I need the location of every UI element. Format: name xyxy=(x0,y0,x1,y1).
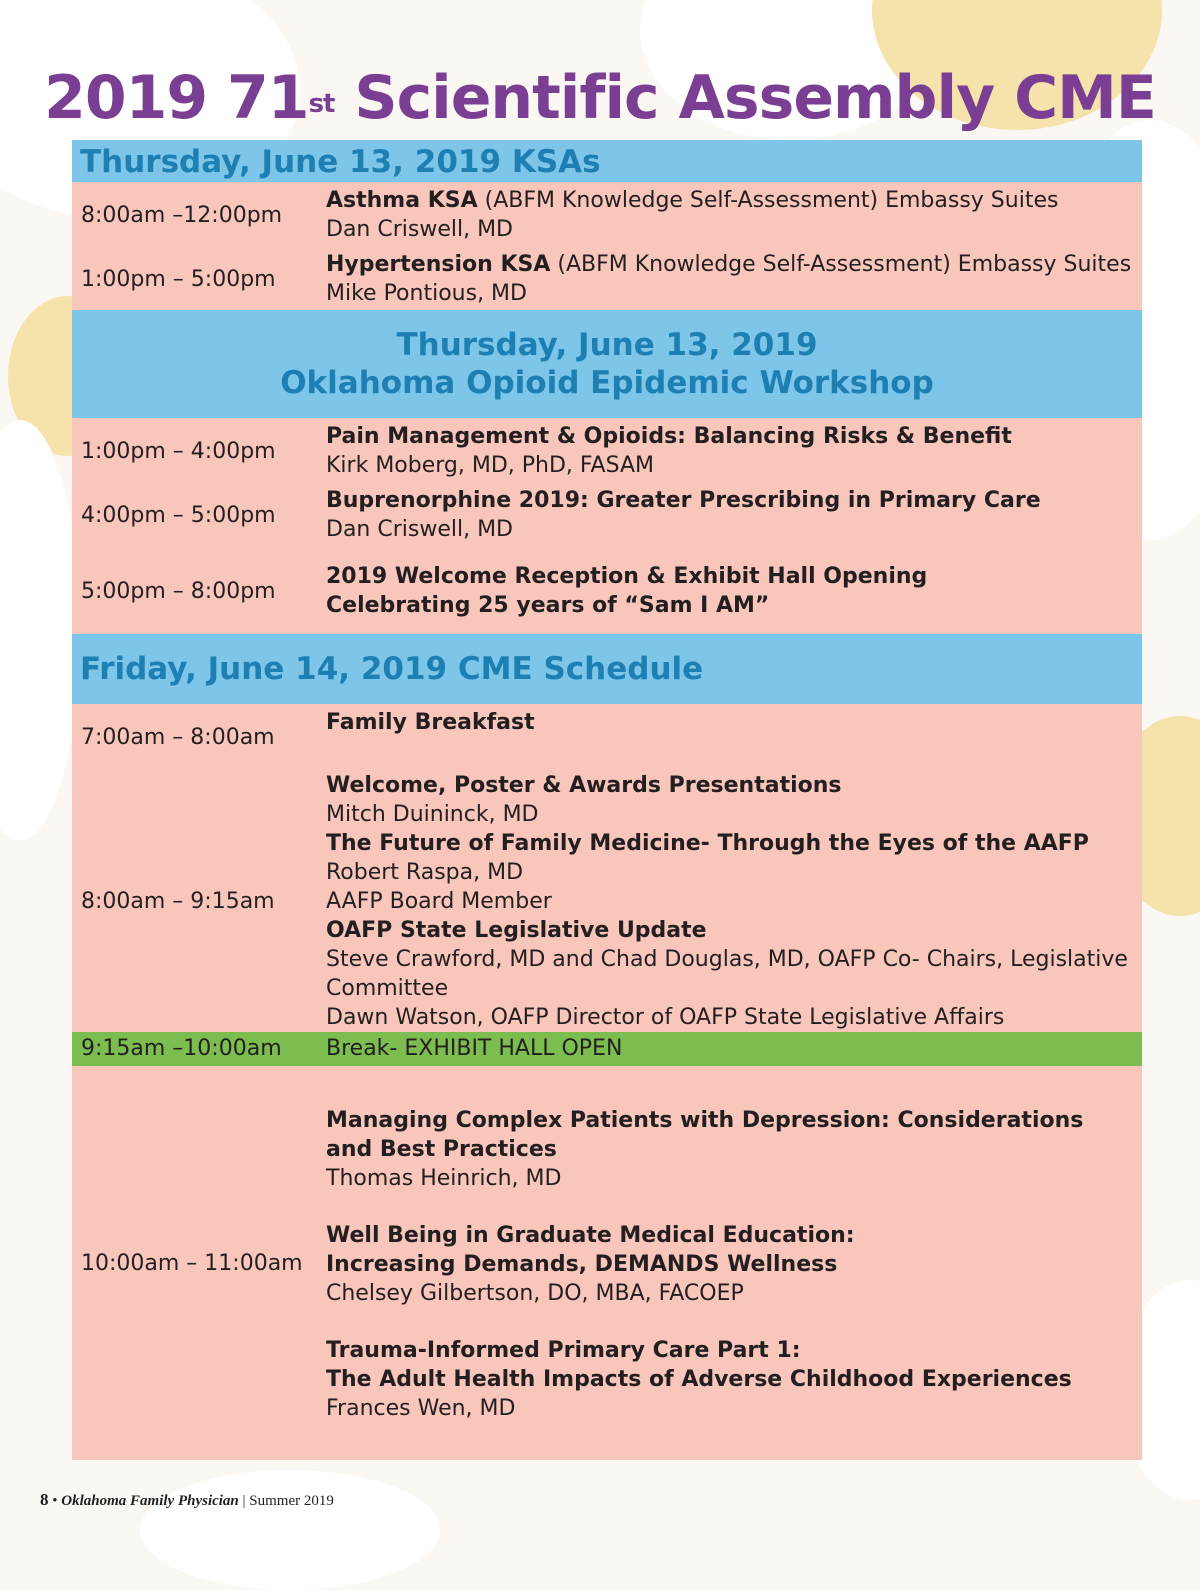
magazine-name: Oklahoma Family Physician xyxy=(61,1493,239,1509)
session-title: Hypertension KSA xyxy=(326,252,551,277)
session-detail: Committee xyxy=(326,976,449,1001)
session-title: Pain Management & Opioids: Balancing Risks & Benefit xyxy=(326,424,1012,449)
session-item xyxy=(326,1221,855,1308)
session-detail: Robert Raspa, MD xyxy=(326,860,524,885)
time-slot: 9:15am –10:00am xyxy=(81,1036,282,1061)
background-shape xyxy=(0,420,80,840)
session-group xyxy=(326,771,1128,1032)
section-body-ksas xyxy=(72,182,1142,310)
session-title-cont: Increasing Demands, DEMANDS Wellness xyxy=(326,1252,838,1277)
time-slot: 1:00pm – 5:00pm xyxy=(81,267,276,292)
page-number: 8 xyxy=(40,1490,49,1509)
background-shape xyxy=(140,1470,440,1590)
time-slot: 7:00am – 8:00am xyxy=(81,725,275,750)
title-part-year: 2019 71 xyxy=(44,63,309,133)
section-header-cme-schedule: Friday, June 14, 2019 CME Schedule xyxy=(72,634,1142,704)
time-slot: 1:00pm – 4:00pm xyxy=(81,439,276,464)
session-detail: Mitch Duininck, MD xyxy=(326,802,539,827)
footer-separator: | xyxy=(242,1493,246,1509)
session-title: OAFP State Legislative Update xyxy=(326,918,707,943)
session-speaker: Dan Criswell, MD xyxy=(326,217,513,242)
session-item xyxy=(326,562,927,620)
section-header-opioid-workshop xyxy=(72,310,1142,418)
section-header-title: Oklahoma Opioid Epidemic Workshop xyxy=(280,365,934,401)
time-slot: 5:00pm – 8:00pm xyxy=(81,579,276,604)
session-item xyxy=(326,250,1131,308)
session-title-cont: The Adult Health Impacts of Adverse Childhood Experiences xyxy=(326,1367,1072,1392)
session-title: Asthma KSA xyxy=(326,188,478,213)
page-title xyxy=(0,62,1200,134)
footer-bullet: • xyxy=(52,1493,58,1509)
page-footer xyxy=(40,1490,334,1510)
session-speaker: Frances Wen, MD xyxy=(326,1396,516,1421)
session-title: Trauma-Informed Primary Care Part 1: xyxy=(326,1338,801,1363)
session-item xyxy=(326,486,1041,544)
session-title: Buprenorphine 2019: Greater Prescribing in Primary Care xyxy=(326,488,1041,513)
session-speaker: Mike Pontious, MD xyxy=(326,281,527,306)
session-item xyxy=(326,186,1058,244)
session-item xyxy=(326,1106,1083,1193)
session-detail: Steve Crawford, MD and Chad Douglas, MD, OAFP Co- Chairs, Legislative xyxy=(326,947,1128,972)
session-title: Managing Complex Patients with Depression: Considerations xyxy=(326,1108,1084,1133)
schedule-table xyxy=(72,140,1142,1460)
session-item xyxy=(326,708,535,737)
section-header-ksas: Thursday, June 13, 2019 KSAs xyxy=(72,140,1142,182)
section-header-date: Thursday, June 13, 2019 xyxy=(396,327,818,363)
session-speaker: Kirk Moberg, MD, PhD, FASAM xyxy=(326,453,655,478)
session-title: 2019 Welcome Reception & Exhibit Hall Opening xyxy=(326,564,928,589)
issue-label: Summer 2019 xyxy=(249,1493,334,1509)
session-item xyxy=(326,1336,1072,1423)
session-title: Family Breakfast xyxy=(326,710,535,735)
session-note: (ABFM Knowledge Self-Assessment) Embassy Suites xyxy=(477,188,1059,213)
time-slot: 8:00am – 9:15am xyxy=(81,889,275,914)
break-row xyxy=(72,1032,1142,1066)
session-item xyxy=(326,422,1012,480)
session-title: Welcome, Poster & Awards Presentations xyxy=(326,773,842,798)
session-subtitle: Celebrating 25 years of “Sam I AM” xyxy=(326,593,770,618)
section-body-morning xyxy=(72,704,1142,1032)
time-slot: 10:00am – 11:00am xyxy=(81,1251,303,1276)
session-title: Well Being in Graduate Medical Education: xyxy=(326,1223,855,1248)
session-detail: AAFP Board Member xyxy=(326,889,552,914)
session-title: The Future of Family Medicine- Through the Eyes of the AAFP xyxy=(326,831,1089,856)
session-speaker: Dan Criswell, MD xyxy=(326,517,513,542)
session-speaker: Thomas Heinrich, MD xyxy=(326,1166,562,1191)
session-title-cont: and Best Practices xyxy=(326,1137,557,1162)
session-detail: Dawn Watson, OAFP Director of OAFP State Legislative Affairs xyxy=(326,1005,1005,1030)
session-note: (ABFM Knowledge Self-Assessment) Embassy Suites xyxy=(550,252,1132,277)
section-body-opioid-workshop xyxy=(72,418,1142,634)
title-part-name: Scientific Assembly CME xyxy=(334,63,1156,133)
title-ordinal: st xyxy=(308,89,335,119)
break-label: Break- EXHIBIT HALL OPEN xyxy=(326,1036,623,1061)
session-speaker: Chelsey Gilbertson, DO, MBA, FACOEP xyxy=(326,1281,744,1306)
section-body-late-morning xyxy=(72,1066,1142,1460)
time-slot: 4:00pm – 5:00pm xyxy=(81,503,276,528)
time-slot: 8:00am –12:00pm xyxy=(81,203,283,228)
